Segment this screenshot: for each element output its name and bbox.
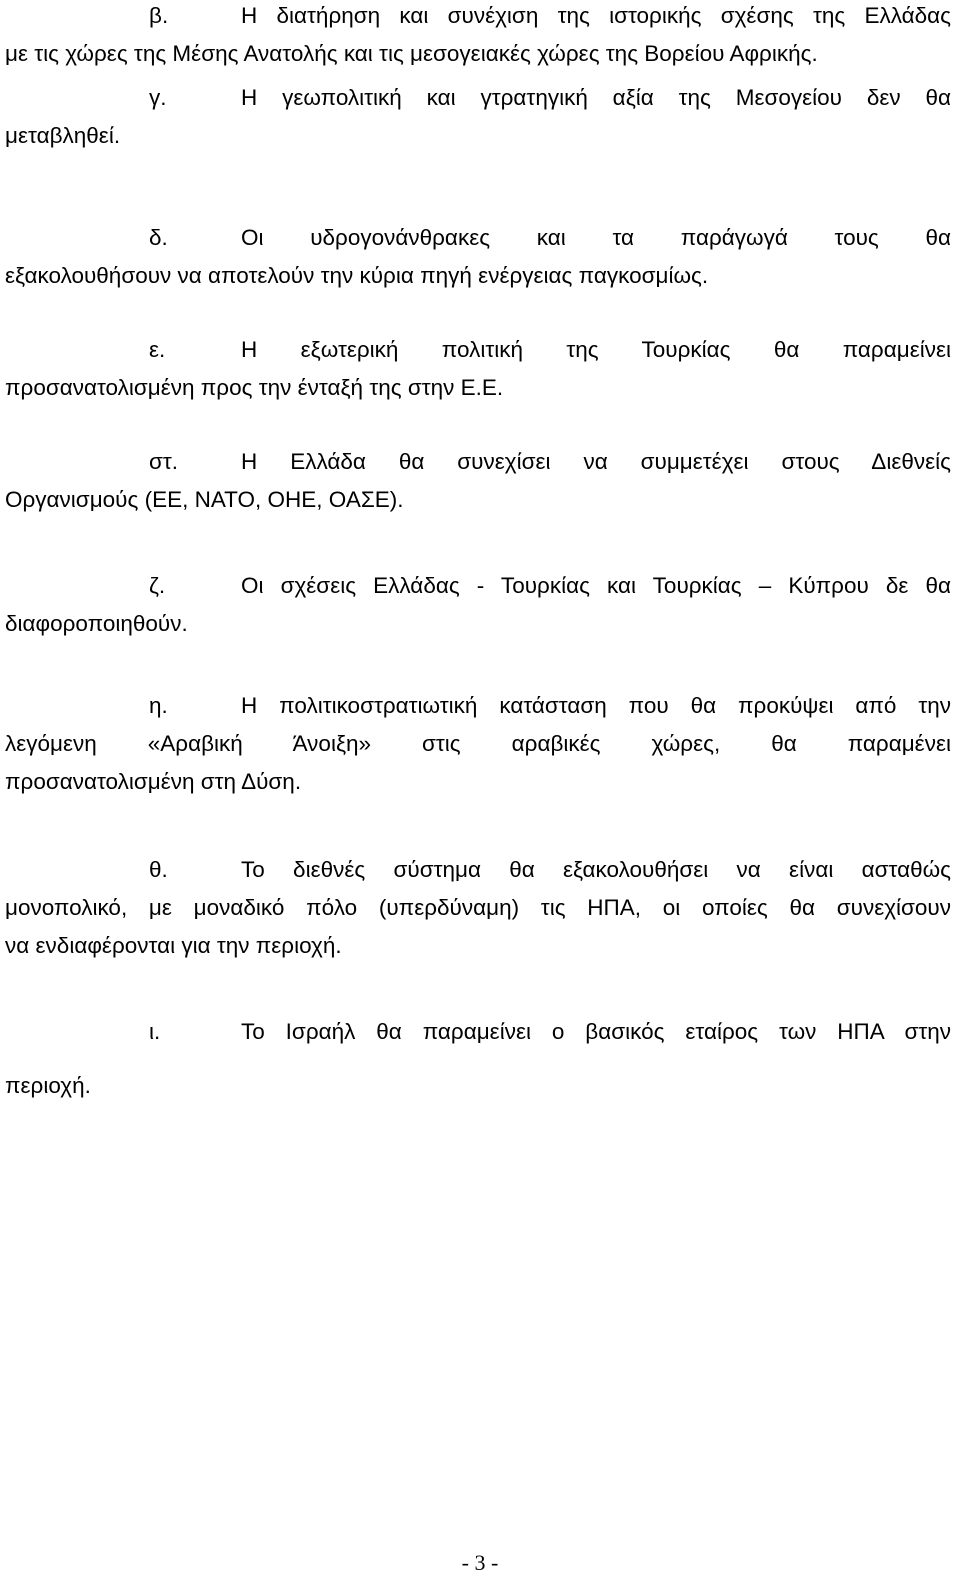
- item-text: Η Ελλάδα θα συνεχίσει να συμμετέχει στους Διεθνείς: [241, 449, 951, 474]
- list-item-gamma: [5, 79, 951, 155]
- item-first-line: [5, 1013, 951, 1051]
- item-marker: δ.: [149, 225, 168, 250]
- list-item-epsilon: [5, 331, 951, 407]
- item-continuation-line: μεταβληθεί.: [5, 123, 121, 148]
- item-marker: στ.: [149, 449, 179, 474]
- page-number: - 3 -: [461, 1550, 499, 1575]
- item-marker: ζ.: [149, 573, 166, 598]
- item-text: Η διατήρηση και συνέχιση της ιστορικής σχέσης της Ελλάδας: [241, 3, 951, 28]
- item-continuation-line: εξακολουθήσουν να αποτελούν την κύρια πηγή ενέργειας παγκοσμίως.: [5, 263, 709, 288]
- item-first-line: [5, 79, 951, 117]
- item-continuation-line: μονοπολικό, με μοναδικό πόλο (υπερδύναμη) τις ΗΠΑ, οι οποίες θα συνεχίσουν: [5, 895, 951, 920]
- list-item-iota: [5, 1013, 951, 1105]
- item-first-line: [5, 687, 951, 725]
- item-continuation-line: Οργανισμούς (ΕΕ, ΝΑΤΟ, ΟΗΕ, ΟΑΣΕ).: [5, 487, 404, 512]
- list-item-stigma: [5, 443, 951, 519]
- item-first-line: [5, 443, 951, 481]
- item-marker: θ.: [149, 857, 168, 882]
- item-continuation-line: λεγόμενη «Αραβική Άνοιξη» στις αραβικές χώρες, θα παραμένει: [5, 731, 951, 756]
- list-item-delta: [5, 219, 951, 295]
- item-continuation-line: διαφοροποιηθούν.: [5, 611, 188, 636]
- list-item-theta: [5, 851, 951, 965]
- item-marker: ι.: [149, 1019, 161, 1044]
- item-marker: ε.: [149, 337, 166, 362]
- item-continuation-line: περιοχή.: [5, 1073, 91, 1098]
- item-text: Η εξωτερική πολιτική της Τουρκίας θα παραμείνει: [241, 337, 951, 362]
- item-marker: γ.: [149, 85, 167, 110]
- item-first-line: [5, 851, 951, 889]
- item-marker: β.: [149, 3, 169, 28]
- item-marker: η.: [149, 693, 168, 718]
- list-item-beta: [5, 0, 951, 73]
- item-text: Η πολιτικοστρατιωτική κατάσταση που θα προκύψει από την: [241, 693, 951, 718]
- item-continuation-line: προσανατολισμένη προς την ένταξή της στην Ε.Ε.: [5, 375, 504, 400]
- item-text: Το διεθνές σύστημα θα εξακολουθήσει να είναι ασταθώς: [241, 857, 951, 882]
- item-first-line: [5, 219, 951, 257]
- list-item-zeta: [5, 567, 951, 643]
- item-continuation-line: με τις χώρες της Μέσης Ανατολής και τις μεσογειακές χώρες της Βορείου Αφρικής.: [5, 41, 818, 66]
- item-first-line: [5, 0, 951, 35]
- item-continuation-line: να ενδιαφέρονται για την περιοχή.: [5, 933, 342, 958]
- item-text: Οι υδρογονάνθρακες και τα παράγωγά τους θα: [241, 225, 951, 250]
- item-first-line: [5, 331, 951, 369]
- item-first-line: [5, 567, 951, 605]
- list-item-eta: [5, 687, 951, 801]
- item-continuation-line: προσανατολισμένη στη Δύση.: [5, 769, 302, 794]
- item-text: Η γεωπολιτική και γτρατηγική αξία της Μεσογείου δεν θα: [241, 85, 951, 110]
- item-text: Το Ισραήλ θα παραμείνει ο βασικός εταίρος των ΗΠΑ στην: [241, 1019, 951, 1044]
- item-text: Οι σχέσεις Ελλάδας - Τουρκίας και Τουρκίας – Κύπρου δε θα: [241, 573, 951, 598]
